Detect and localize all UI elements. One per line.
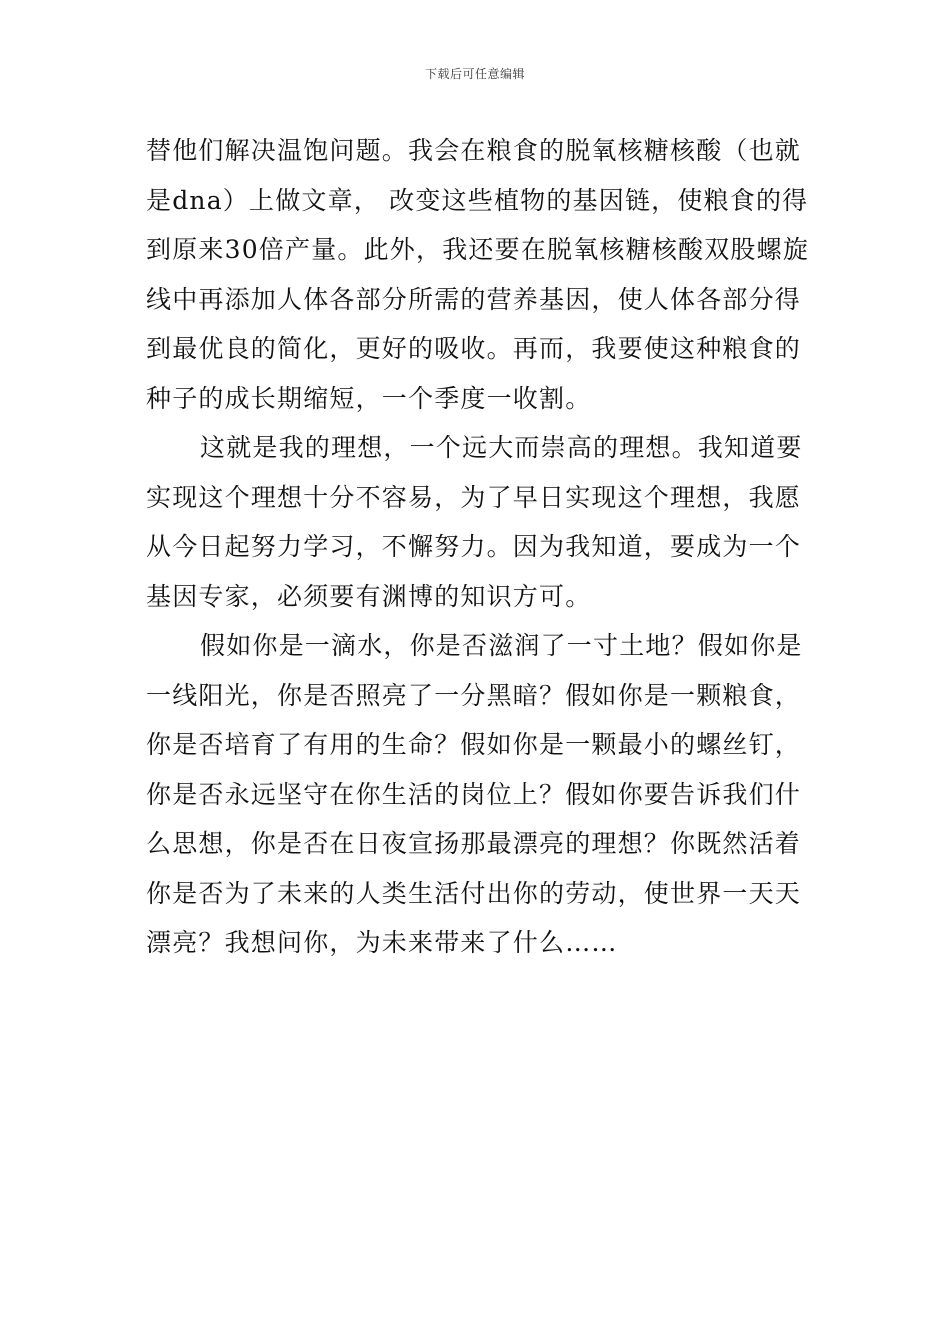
paragraph-line: 实现这个理想十分不容易，为了早日实现这个理想，我愿 bbox=[146, 482, 802, 512]
paragraph-line: 基因专家，必须要有渊博的知识方可。 bbox=[146, 581, 592, 611]
paragraph-line: 到原来30倍产量。此外，我还要在脱氧核糖核酸双股螺旋 bbox=[146, 235, 810, 264]
paragraph-line: 是dna）上做文章， 改变这些植物的基因链，使粮食的得 bbox=[146, 185, 809, 215]
document-body bbox=[146, 126, 808, 968]
paragraph-1 bbox=[146, 126, 808, 423]
paragraph-2 bbox=[146, 423, 808, 621]
paragraph-line: 你是否为了未来的人类生活付出你的劳动，使世界一天天 bbox=[146, 878, 802, 908]
page-header: 下载后可任意编辑 bbox=[424, 67, 525, 81]
paragraph-line: 从今日起努力学习，不懈努力。因为我知道，要成为一个 bbox=[146, 532, 802, 561]
paragraph-line: 漂亮？我想问你，为未来带来了什么…… bbox=[146, 928, 618, 957]
paragraph-line: 假如你是一滴水，你是否滋润了一寸土地？假如你是 bbox=[200, 631, 803, 660]
paragraph-line: 到最优良的简化，更好的吸收。再而，我要使这种粮食的 bbox=[146, 334, 802, 363]
paragraph-line: 线中再添加人体各部分所需的营养基因，使人体各部分得 bbox=[146, 284, 802, 314]
paragraph-line: 么思想，你是否在日夜宣扬那最漂亮的理想？你既然活着 bbox=[146, 829, 802, 858]
paragraph-line: 你是否培育了有用的生命？假如你是一颗最小的螺丝钉， bbox=[146, 730, 802, 759]
paragraph-line: 一线阳光，你是否照亮了一分黑暗？假如你是一颗粮食， bbox=[146, 680, 802, 710]
paragraph-3 bbox=[146, 621, 808, 968]
paragraph-line: 种子的成长期缩短，一个季度一收割。 bbox=[146, 383, 592, 413]
paragraph-line: 这就是我的理想，一个远大而崇高的理想。我知道要 bbox=[200, 433, 803, 462]
paragraph-line: 你是否永远坚守在你生活的岗位上？假如你要告诉我们什 bbox=[146, 779, 802, 809]
paragraph-line: 替他们解决温饱问题。我会在粮食的脱氧核糖核酸（也就 bbox=[146, 136, 802, 165]
